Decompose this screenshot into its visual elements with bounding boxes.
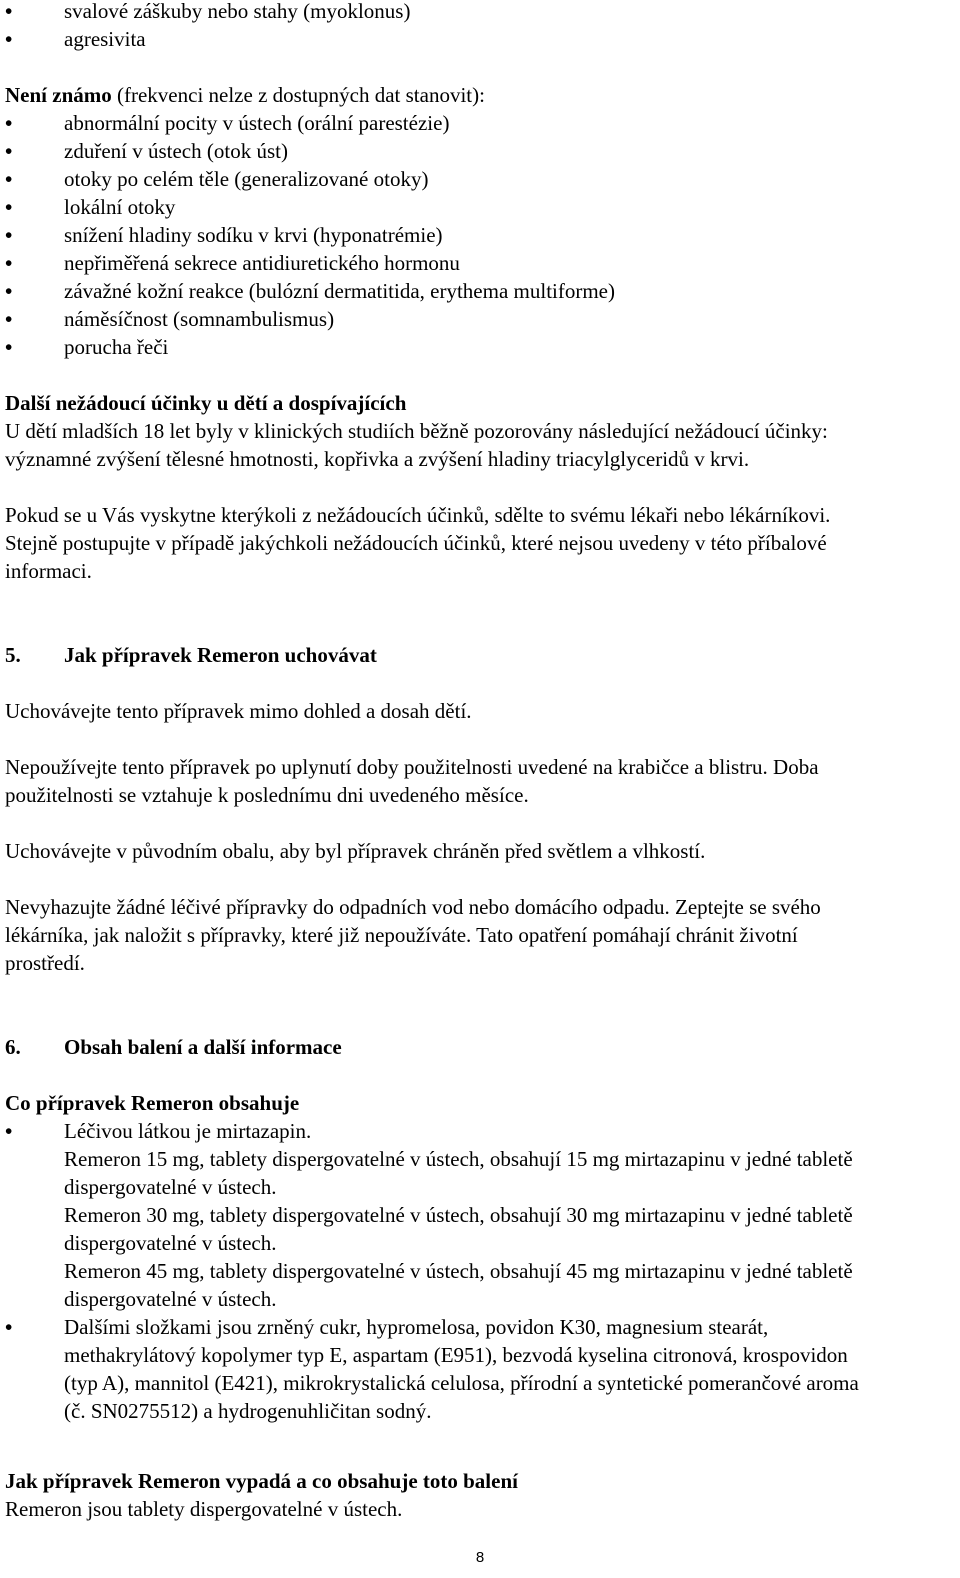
ingredient-line: dispergovatelné v ústech. bbox=[64, 1175, 277, 1199]
list-item: • zduření v ústech (otok úst) bbox=[5, 137, 955, 165]
bullet-icon bbox=[5, 277, 64, 305]
side-effects-list-unknown bbox=[5, 109, 955, 361]
list-item: • náměsíčnost (somnambulismus) bbox=[5, 305, 955, 333]
ingredient-line: dispergovatelné v ústech. bbox=[64, 1287, 277, 1311]
disposal-text-line: lékárníka, jak naložit s přípravky, které již nepoužíváte. Tato opatření pomáhají chránit životní bbox=[5, 923, 798, 947]
bullet-icon bbox=[5, 305, 64, 333]
bullet-icon bbox=[5, 0, 64, 25]
appearance-heading: Jak přípravek Remeron vypadá a co obsahuje toto balení bbox=[5, 1469, 518, 1493]
frequency-unknown-label: Není známo (frekvenci nelze z dostupných dat stanovit): bbox=[5, 83, 485, 107]
list-item: • svalové záškuby nebo stahy (myoklonus) bbox=[5, 0, 955, 25]
page-number: 8 bbox=[475, 1549, 485, 1566]
list-item: • porucha řeči bbox=[5, 333, 955, 361]
ingredient-line: Remeron 15 mg, tablety dispergovatelné v ústech, obsahují 15 mg mirtazapinu v jedné tabletě bbox=[64, 1147, 853, 1171]
appearance-text: Remeron jsou tablety dispergovatelné v ústech. bbox=[5, 1497, 403, 1521]
contents-heading: Co přípravek Remeron obsahuje bbox=[5, 1091, 300, 1115]
list-item bbox=[5, 1313, 955, 1425]
report-text-line: informaci. bbox=[5, 559, 92, 583]
disposal-text-line: Nevyhazujte žádné léčivé přípravky do odpadních vod nebo domácího odpadu. Zeptejte se svého bbox=[5, 895, 821, 919]
ingredient-line: dispergovatelné v ústech. bbox=[64, 1231, 277, 1255]
list-item: • závažné kožní reakce (bulózní dermatitida, erythema multiforme) bbox=[5, 277, 955, 305]
section-5-heading bbox=[5, 641, 955, 669]
list-item: • abnormální pocity v ústech (orální parestézie) bbox=[5, 109, 955, 137]
ingredients-list bbox=[5, 1117, 955, 1425]
children-text-line: U dětí mladších 18 let byly v klinických studiích běžně pozorovány následující nežádoucí účinky: bbox=[5, 419, 828, 443]
ingredient-line: Léčivou látkou je mirtazapin. bbox=[64, 1119, 312, 1143]
bullet-icon bbox=[5, 25, 64, 53]
section-number: 6. bbox=[5, 1035, 21, 1059]
list-item: • nepřiměřená sekrece antidiuretického hormonu bbox=[5, 249, 955, 277]
list-item: • otoky po celém těle (generalizované otoky) bbox=[5, 165, 955, 193]
bullet-icon bbox=[5, 221, 64, 249]
bullet-icon bbox=[5, 249, 64, 277]
bullet-icon bbox=[5, 1117, 64, 1145]
list-item: • snížení hladiny sodíku v krvi (hyponatrémie) bbox=[5, 221, 955, 249]
ingredient-line: (č. SN0275512) a hydrogenuhličitan sodný. bbox=[64, 1399, 432, 1423]
ingredient-line: (typ A), mannitol (E421), mikrokrystalická celulosa, přírodní a syntetické pomerančové aroma bbox=[64, 1371, 859, 1395]
children-text-line: významné zvýšení tělesné hmotnosti, kopřivka a zvýšení hladiny triacylglyceridů v krvi. bbox=[5, 447, 750, 471]
section-title: Jak přípravek Remeron uchovávat bbox=[64, 643, 377, 667]
bullet-icon bbox=[5, 137, 64, 165]
disposal-text-line: prostředí. bbox=[5, 951, 85, 975]
list-item bbox=[5, 1117, 955, 1313]
document-page bbox=[5, 0, 955, 1523]
ingredient-line: Remeron 45 mg, tablety dispergovatelné v ústech, obsahují 45 mg mirtazapinu v jedné tabletě bbox=[64, 1259, 853, 1283]
section-number: 5. bbox=[5, 643, 21, 667]
bullet-icon bbox=[5, 1313, 64, 1341]
expiry-text-line: použitelnosti se vztahuje k poslednímu dni uvedeného měsíce. bbox=[5, 783, 529, 807]
section-6-heading bbox=[5, 1033, 955, 1061]
children-side-effects-heading: Další nežádoucí účinky u dětí a dospívajících bbox=[5, 391, 407, 415]
bullet-icon bbox=[5, 193, 64, 221]
section-title: Obsah balení a další informace bbox=[64, 1035, 342, 1059]
bullet-icon bbox=[5, 165, 64, 193]
packaging-paragraph: Uchovávejte v původním obalu, aby byl přípravek chráněn před světlem a vlhkostí. bbox=[5, 839, 706, 863]
list-item: • agresivita bbox=[5, 25, 955, 53]
storage-paragraph: Uchovávejte tento přípravek mimo dohled a dosah dětí. bbox=[5, 699, 472, 723]
ingredient-line: Remeron 30 mg, tablety dispergovatelné v ústech, obsahují 30 mg mirtazapinu v jedné tabletě bbox=[64, 1203, 853, 1227]
bullet-icon bbox=[5, 109, 64, 137]
report-text-line: Stejně postupujte v případě jakýchkoli nežádoucích účinků, které nejsou uvedeny v této příbalové bbox=[5, 531, 827, 555]
list-item: • lokální otoky bbox=[5, 193, 955, 221]
report-text-line: Pokud se u Vás vyskytne kterýkoli z nežádoucích účinků, sdělte to svému lékaři nebo lékárníkovi. bbox=[5, 503, 831, 527]
expiry-text-line: Nepoužívejte tento přípravek po uplynutí doby použitelnosti uvedené na krabičce a blistru. Doba bbox=[5, 755, 819, 779]
bullet-icon bbox=[5, 333, 64, 361]
side-effects-list-top bbox=[5, 0, 955, 53]
ingredient-line: Dalšími složkami jsou zrněný cukr, hypromelosa, povidon K30, magnesium stearát, bbox=[64, 1315, 769, 1339]
ingredient-line: methakrylátový kopolymer typ E, aspartam (E951), bezvodá kyselina citronová, krospovidon bbox=[64, 1343, 848, 1367]
